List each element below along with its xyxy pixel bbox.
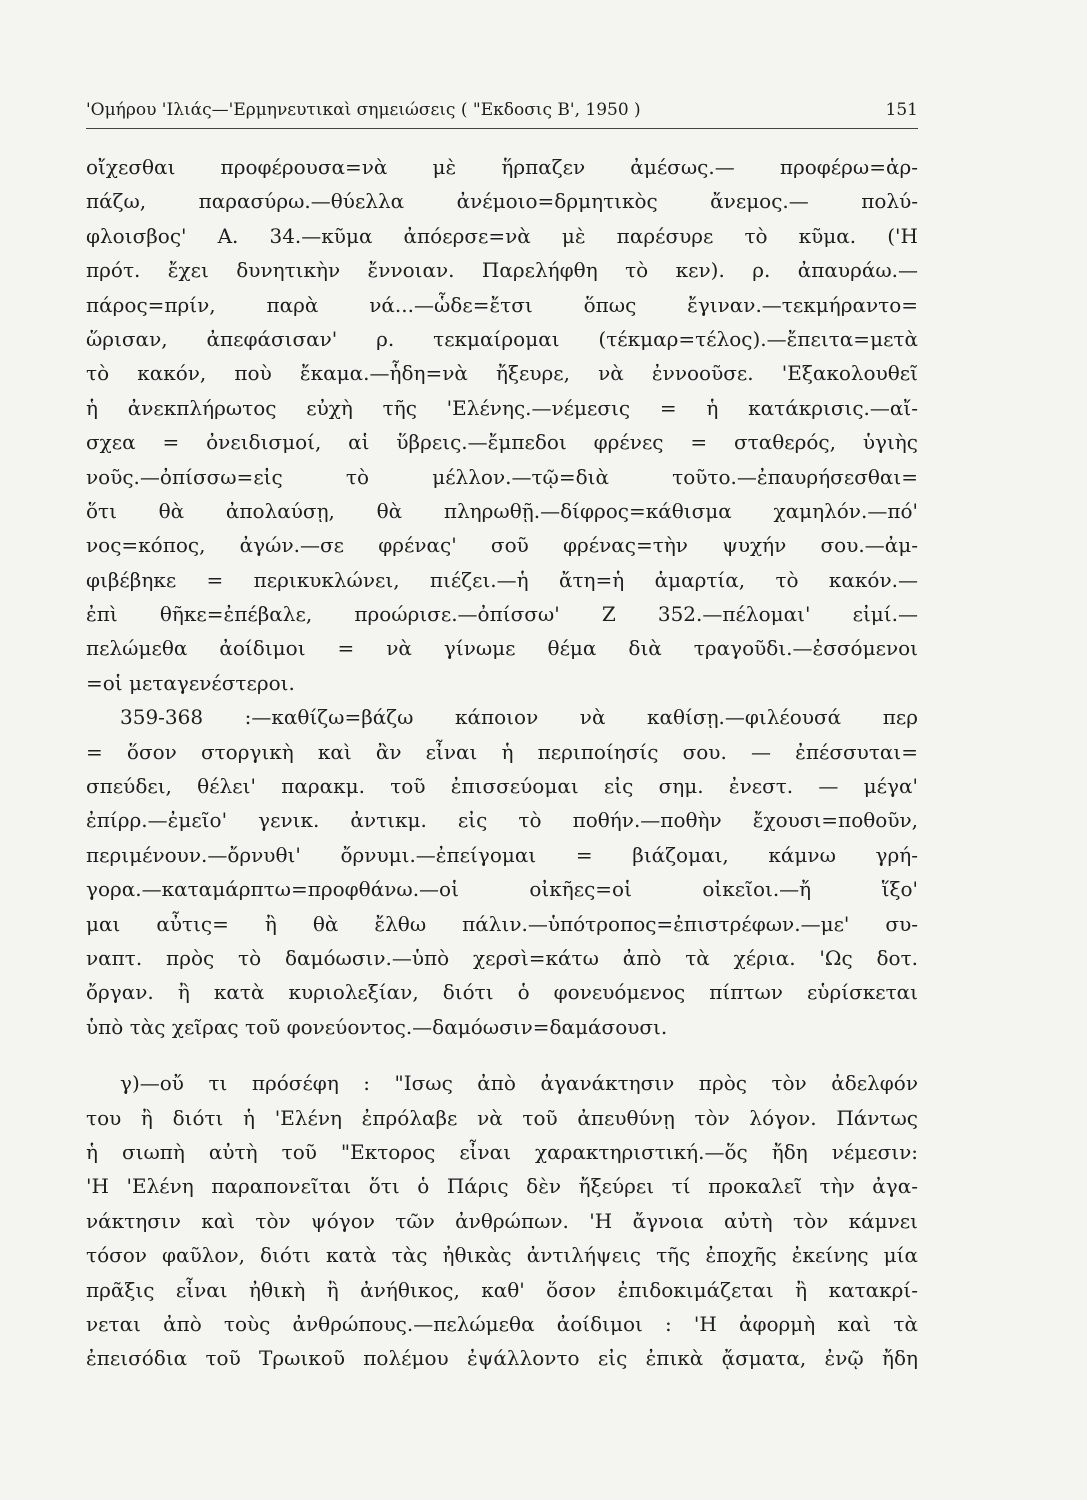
header-rule — [86, 128, 918, 129]
text-line: νοῦς.—ὀπίσσω=εἰς τὸ μέλλον.—τῷ=διὰ τοῦτο.—ἐπαυρήσεσθαι= — [86, 464, 918, 489]
text-line: ὄργαν. ἢ κατὰ κυριολεξίαν, διότι ὁ φονευόμενος πίπτων εὑρίσκεται — [86, 980, 918, 1005]
text-line: ἐπίρρ.—ἐμεῖο' γενικ. ἀντικμ. εἰς τὸ ποθήν.—ποθὴν ἔχουσι=ποθοῦν, — [86, 808, 918, 833]
text-line: περιμένουν.—ὄρνυθι' ὄρνυμι.—ἐπείγομαι = βιάζομαι, κάμνω γρή- — [86, 842, 918, 867]
text-line: νος=κόπος, ἀγών.—σε φρένας' σοῦ φρένας=τὴν ψυχήν σου.—ἀμ- — [86, 533, 918, 558]
text-line: νεται ἀπὸ τοὺς ἀνθρώπους.—πελώμεθα ἀοίδιμοι : 'Η ἀφορμὴ καὶ τὰ — [86, 1311, 918, 1336]
text-line: ἡ ἀνεκπλήρωτος εὐχὴ τῆς 'Ελένης.—νέμεσις = ἡ κατάκρισις.—αἴ- — [86, 395, 918, 420]
text-line: ὅτι θὰ ἀπολαύσῃ, θὰ πληρωθῇ.—δίφρος=κάθισμα χαμηλόν.—πό' — [86, 498, 918, 523]
text-line: ναπτ. πρὸς τὸ δαμόωσιν.—ὑπὸ χερσὶ=κάτω ἀπὸ τὰ χέρια. 'Ως δοτ. — [86, 945, 918, 970]
text-line: τὸ κακόν, ποὺ ἔκαμα.—ἧδη=νὰ ἤξευρε, νὰ ἐννοοῦσε. 'Εξακολουθεῖ — [86, 361, 918, 386]
text-line: νάκτησιν καὶ τὸν ψόγον τῶν ἀνθρώπων. 'Η ἄγνοια αὐτὴ τὸν κάμνει — [86, 1208, 918, 1233]
text-line: πρότ. ἔχει δυνητικὴν ἔννοιαν. Παρελήφθη τὸ κεν). ρ. ἀπαυράω.— — [86, 258, 918, 283]
text-line: ὑπὸ τὰς χεῖρας τοῦ φονεύοντος.—δαμόωσιν=δαμάσουσι. — [86, 1014, 668, 1039]
text-line: ἐπεισόδια τοῦ Τρωικοῦ πολέμου ἐψάλλοντο εἰς ἐπικὰ ᾄσματα, ἐνῷ ἤδη — [86, 1346, 918, 1371]
text-line: ἐπὶ θῆκε=ἐπέβαλε, προώρισε.—ὀπίσσω' Ζ 352.—πέλομαι' εἰμί.— — [86, 602, 918, 627]
paragraph-gap — [86, 1044, 918, 1066]
text-line: φλοισβος' Α. 34.—κῦμα ἀπόερσε=νὰ μὲ παρέσυρε τὸ κῦμα. ('Η — [86, 223, 918, 248]
text-line: του ἢ διότι ἡ 'Ελένη ἐπρόλαβε νὰ τοῦ ἀπευθύνῃ τὸν λόγον. Πάντως — [86, 1105, 918, 1130]
text-line: ἡ σιωπὴ αὐτὴ τοῦ "Εκτορος εἶναι χαρακτηριστική.—ὅς ἤδη νέμεσιν: — [86, 1139, 918, 1164]
text-line: πάζω, παρασύρω.—θύελλα ἀνέμοιο=δρμητικὸς ἄνεμος.— πολύ- — [86, 189, 918, 214]
commentary-text — [86, 150, 918, 1376]
text-line: πρᾶξις εἶναι ἠθικὴ ἢ ἀνήθικος, καθ' ὅσον ἐπιδοκιμάζεται ἢ κατακρί- — [86, 1277, 918, 1302]
text-line: γ)—οὔ τι πρόσέφη : "Ισως ἀπὸ ἀγανάκτησιν πρὸς τὸν ἀδελφόν — [120, 1071, 918, 1096]
text-line: ὥρισαν, ἀπεφάσισαν' ρ. τεκμαίρομαι (τέκμαρ=τέλος).—ἔπειτα=μετὰ — [86, 326, 918, 351]
text-line: σχεα = ὀνειδισμοί, αἱ ὕβρεις.—ἔμπεδοι φρένες = σταθερός, ὑγιὴς — [86, 430, 918, 455]
running-header — [86, 100, 918, 124]
page-number: 151 — [885, 100, 918, 120]
text-line: γορα.—καταμάρπτω=προφθάνω.—οἱ οἰκῆες=οἱ οἰκεῖοι.—ἤ ἵξο' — [86, 877, 918, 902]
text-line: μαι αὖτις= ἢ θὰ ἔλθω πάλιν.—ὑπότροπος=ἐπιστρέφων.—με' συ- — [86, 911, 918, 936]
header-title: 'Ομήρου 'Ιλιάς—'Ερμηνευτικαὶ σημειώσεις ( "Εκδοσις Β', 1950 ) — [86, 100, 641, 120]
text-line: τόσον φαῦλον, διότι κατὰ τὰς ἠθικὰς ἀντιλήψεις τῆς ἐποχῆς ἐκείνης μία — [86, 1243, 918, 1268]
text-line: πελώμεθα ἀοίδιμοι = νὰ γίνωμε θέμα διὰ τραγοῦδι.—ἐσσόμενοι — [86, 636, 918, 661]
text-line: 359-368 :—καθίζω=βάζω κάποιον νὰ καθίσῃ.—φιλέουσά περ — [120, 705, 918, 730]
text-line: 'Η 'Ελένη παραπονεῖται ὅτι ὁ Πάρις δὲν ἤξεύρει τί προκαλεῖ τὴν ἀγα- — [86, 1174, 918, 1199]
text-line: = ὅσον στοργικὴ καὶ ἂν εἶναι ἡ περιποίησίς σου. — ἐπέσσυται= — [86, 739, 918, 764]
text-line: οἴχεσθαι προφέρουσα=νὰ μὲ ἥρπαζεν ἀμέσως.— προφέρω=ἁρ- — [86, 155, 918, 179]
text-line: σπεύδει, θέλει' παρακμ. τοῦ ἐπισσεύομαι εἰς σημ. ἐνεστ. — μέγα' — [86, 774, 918, 799]
text-line: φιβέβηκε = περικυκλώνει, πιέζει.—ἡ ἄτη=ἡ ἁμαρτία, τὸ κακόν.— — [86, 567, 918, 592]
text-line: =οἱ μεταγενέστεροι. — [86, 670, 295, 695]
text-line: πάρος=πρίν, παρὰ νά...—ὧδε=ἔτσι ὅπως ἔγιναν.—τεκμήραντο= — [86, 292, 918, 317]
